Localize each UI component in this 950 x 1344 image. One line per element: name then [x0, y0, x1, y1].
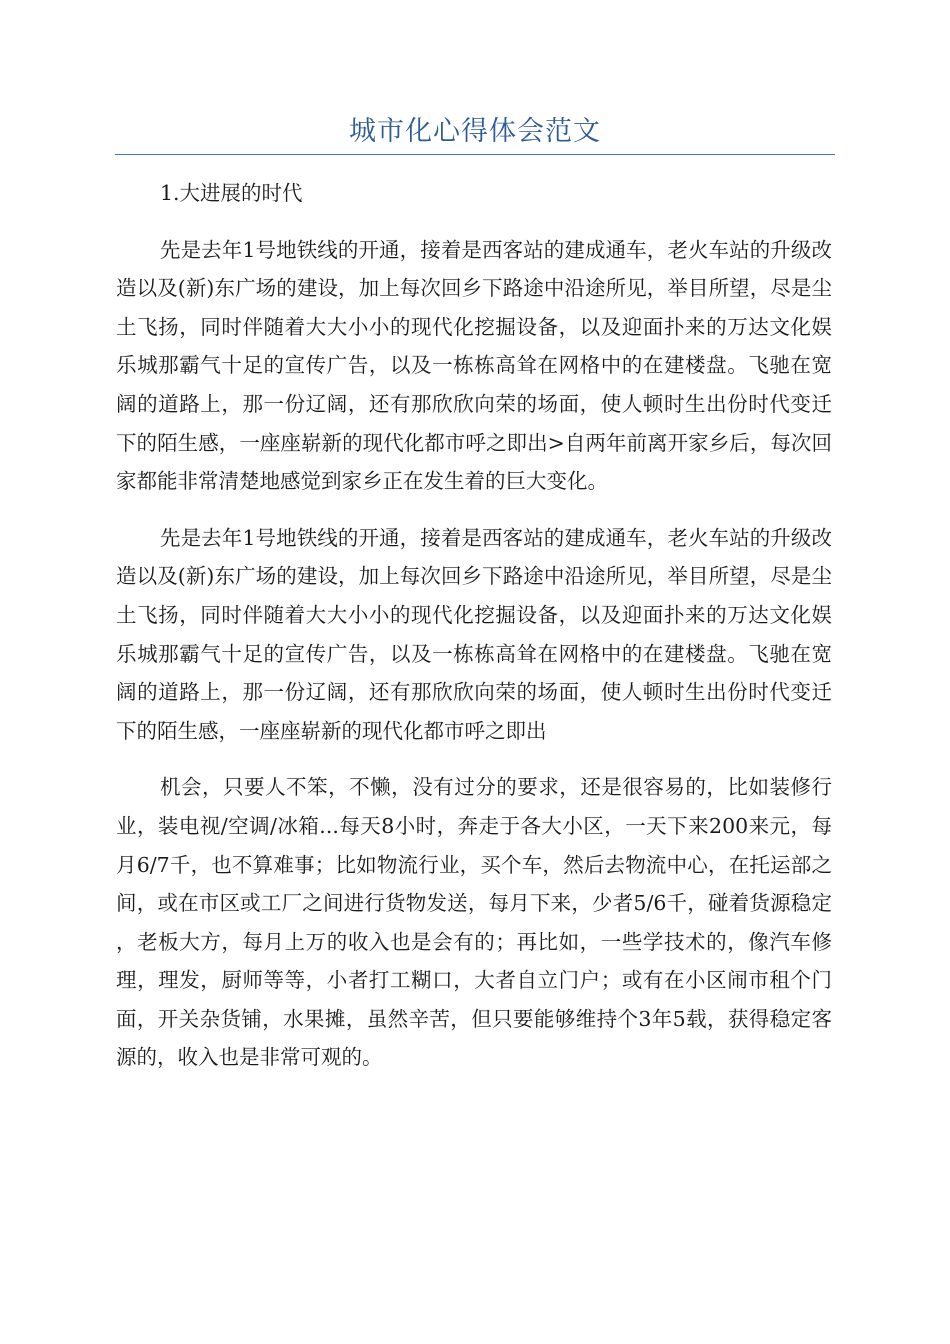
document-body	[116, 174, 832, 1095]
paragraph-3: 机会，只要人不笨，不懒，没有过分的要求，还是很容易的，比如装修行业，装电视/空调/冰箱...每天8小时，奔走于各大小区，一天下来200来元，每月6/7千，也不算难事；比如物流行业，买个车，然后去物流中心，在托运部之间，或在市区或工厂之间进行货物发送，每月下来，少者5/6千，碰着货源稳定，老板大方，每月上万的收入也是会有的；再比如，一些学技术的，像汽车修理，理发，厨师等等，小者打工糊口，大者自立门户；或有在小区闹市租个门面，开关杂货铺，水果摊，虽然辛苦，但只要能够维持个3年5载，获得稳定客源的，收入也是非常可观的。	[116, 775, 832, 1070]
paragraph-1: 先是去年1号地铁线的开通，接着是西客站的建成通车，老火车站的升级改造以及(新)东广场的建设，加上每次回乡下路途中沿途所见，举目所望，尽是尘土飞扬，同时伴随着大大小小的现代化挖掘设备，以及迎面扑来的万达文化娱乐城那霸气十足的宣传广告，以及一栋栋高耸在网格中的在建楼盘。飞驰在宽阔的道路上，那一份辽阔，还有那欣欣向荣的场面，使人顿时生出份时代变迁下的陌生感，一座座崭新的现代化都市呼之即出>自两年前离开家乡后，每次回家都能非常清楚地感觉到家乡正在发生着的巨大变化。	[116, 237, 832, 494]
document-title: 城市化心得体会范文	[349, 116, 601, 147]
paragraph-2: 先是去年1号地铁线的开通，接着是西客站的建成通车，老火车站的升级改造以及(新)东广场的建设，加上每次回乡下路途中沿途所见，举目所望，尽是尘土飞扬，同时伴随着大大小小的现代化挖掘设备，以及迎面扑来的万达文化娱乐城那霸气十足的宣传广告，以及一栋栋高耸在网格中的在建楼盘。飞驰在宽阔的道路上，那一份辽阔，还有那欣欣向荣的场面，使人顿时生出份时代变迁下的陌生感，一座座崭新的现代化都市呼之即出	[116, 525, 832, 743]
title-underline	[115, 154, 835, 155]
section-heading: 1.大进展的时代	[160, 181, 303, 205]
